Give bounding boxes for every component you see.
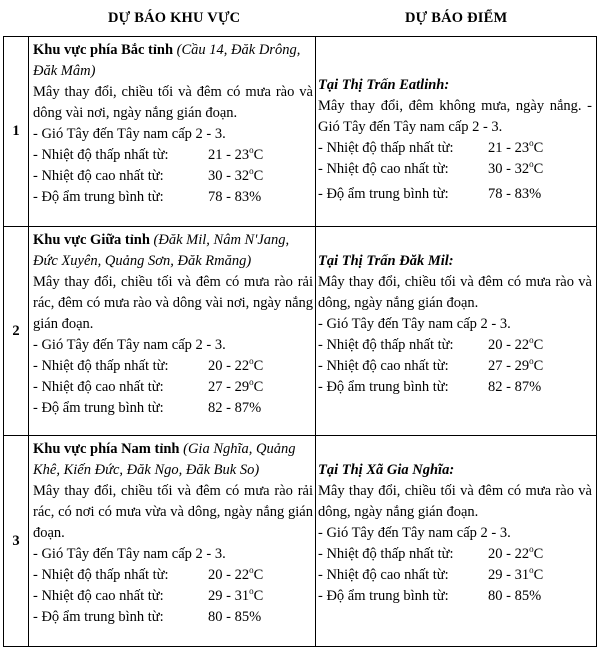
max-temp-row: - Nhiệt độ cao nhất từ: 30 - 32$^o$C (318, 159, 544, 177)
min-temp-row: - Nhiệt độ thấp nhất từ: 20 - 22$^o$C (318, 544, 544, 562)
min-temp-row: - Nhiệt độ thấp nhất từ: 21 - 23$^o$C (318, 138, 544, 156)
humidity-row: - Độ ẩm trung bình từ: 78 - 83% (318, 186, 542, 202)
max-temp-row: - Nhiệt độ cao nhất từ: 27 - 29$^o$C (33, 377, 264, 395)
humidity-row: - Độ ẩm trung bình từ: 82 - 87% (33, 400, 262, 416)
region-description: Mây thay đổi, chiều tối và đêm có mưa rào và dông vài nơi, ngày nắng gián đoạn. (33, 84, 313, 121)
region-description: Mây thay đổi, chiều tối và đêm có mưa rào rải rác, có nơi có mưa vừa và dông, ngày nắng gián đoạn. (33, 483, 313, 541)
table-row (4, 227, 597, 436)
point-description: Mây thay đổi, chiều tối và đêm có mưa rào và dông, ngày nắng gián đoạn. (318, 274, 592, 311)
region-forecast-heading: DỰ BÁO KHU VỰC (108, 10, 241, 26)
max-temp-row: - Nhiệt độ cao nhất từ: 29 - 31$^o$C (33, 586, 264, 604)
region-areas: (Gia Nghĩa, Quảng Khê, Kiến Đức, Đăk Ngo, Đăk Buk So) (33, 441, 296, 478)
row-number: 2 (4, 227, 29, 436)
min-temp-row: - Nhiệt độ thấp nhất từ: 21 - 23$^o$C (33, 145, 264, 163)
row-number: 1 (4, 37, 29, 227)
min-temp-row: - Nhiệt độ thấp nhất từ: 20 - 22$^o$C (33, 356, 264, 374)
table-row (4, 436, 597, 647)
table-header (0, 0, 600, 36)
point-title: Tại Thị Xã Gia Nghĩa: (318, 462, 455, 478)
region-title: Khu vực phía Nam tỉnh (33, 441, 180, 457)
region-forecast-cell (29, 436, 316, 647)
wind-text: - Gió Tây đến Tây nam cấp 2 - 3. (318, 525, 511, 541)
wind-text: - Gió Tây đến Tây nam cấp 2 - 3. (318, 316, 511, 332)
min-temp-row: - Nhiệt độ thấp nhất từ: 20 - 22$^o$C (318, 335, 544, 353)
point-description: Mây thay đổi, đêm không mưa, ngày nắng. - Gió Tây đến Tây nam cấp 2 - 3. (318, 98, 592, 135)
point-title: Tại Thị Trấn Eatlinh: (318, 77, 450, 93)
humidity-row: - Độ ẩm trung bình từ: 78 - 83% (33, 189, 262, 205)
forecast-table (3, 36, 597, 647)
region-forecast-cell (29, 227, 316, 436)
region-title: Khu vực phía Bắc tỉnh (33, 42, 174, 58)
region-forecast-cell (29, 37, 316, 227)
wind-text: - Gió Tây đến Tây nam cấp 2 - 3. (33, 546, 226, 562)
point-forecast-heading: DỰ BÁO ĐIỂM (405, 10, 508, 26)
wind-text: - Gió Tây đến Tây nam cấp 2 - 3. (33, 126, 226, 142)
humidity-row: - Độ ẩm trung bình từ: 80 - 85% (318, 588, 542, 604)
point-forecast-cell (316, 37, 597, 227)
region-title: Khu vực Giữa tỉnh (33, 232, 150, 248)
max-temp-row: - Nhiệt độ cao nhất từ: 27 - 29$^o$C (318, 356, 544, 374)
wind-text: - Gió Tây đến Tây nam cấp 2 - 3. (33, 337, 226, 353)
max-temp-row: - Nhiệt độ cao nhất từ: 30 - 32$^o$C (33, 166, 264, 184)
min-temp-row: - Nhiệt độ thấp nhất từ: 20 - 22$^o$C (33, 565, 264, 583)
point-forecast-cell (316, 227, 597, 436)
row-number: 3 (4, 436, 29, 647)
point-forecast-cell (316, 436, 597, 647)
region-areas: (Đăk Mil, Nâm N'Jang, Đức Xuyên, Quảng Sơn, Đăk Rmăng) (33, 232, 290, 269)
table-row (4, 37, 597, 227)
humidity-row: - Độ ẩm trung bình từ: 80 - 85% (33, 609, 262, 625)
point-title: Tại Thị Trấn Đăk Mil: (318, 253, 454, 269)
region-description: Mây thay đổi, chiều tối và đêm có mưa rào rải rác, đêm có mưa rào và dông vài nơi, ngày nắng gián đoạn. (33, 274, 313, 332)
point-description: Mây thay đổi, chiều tối và đêm có mưa rào và dông, ngày nắng gián đoạn. (318, 483, 592, 520)
max-temp-row: - Nhiệt độ cao nhất từ: 29 - 31$^o$C (318, 565, 544, 583)
humidity-row: - Độ ẩm trung bình từ: 82 - 87% (318, 379, 542, 395)
region-areas: (Cầu 14, Đăk Drông, Đăk Mâm) (33, 42, 301, 79)
